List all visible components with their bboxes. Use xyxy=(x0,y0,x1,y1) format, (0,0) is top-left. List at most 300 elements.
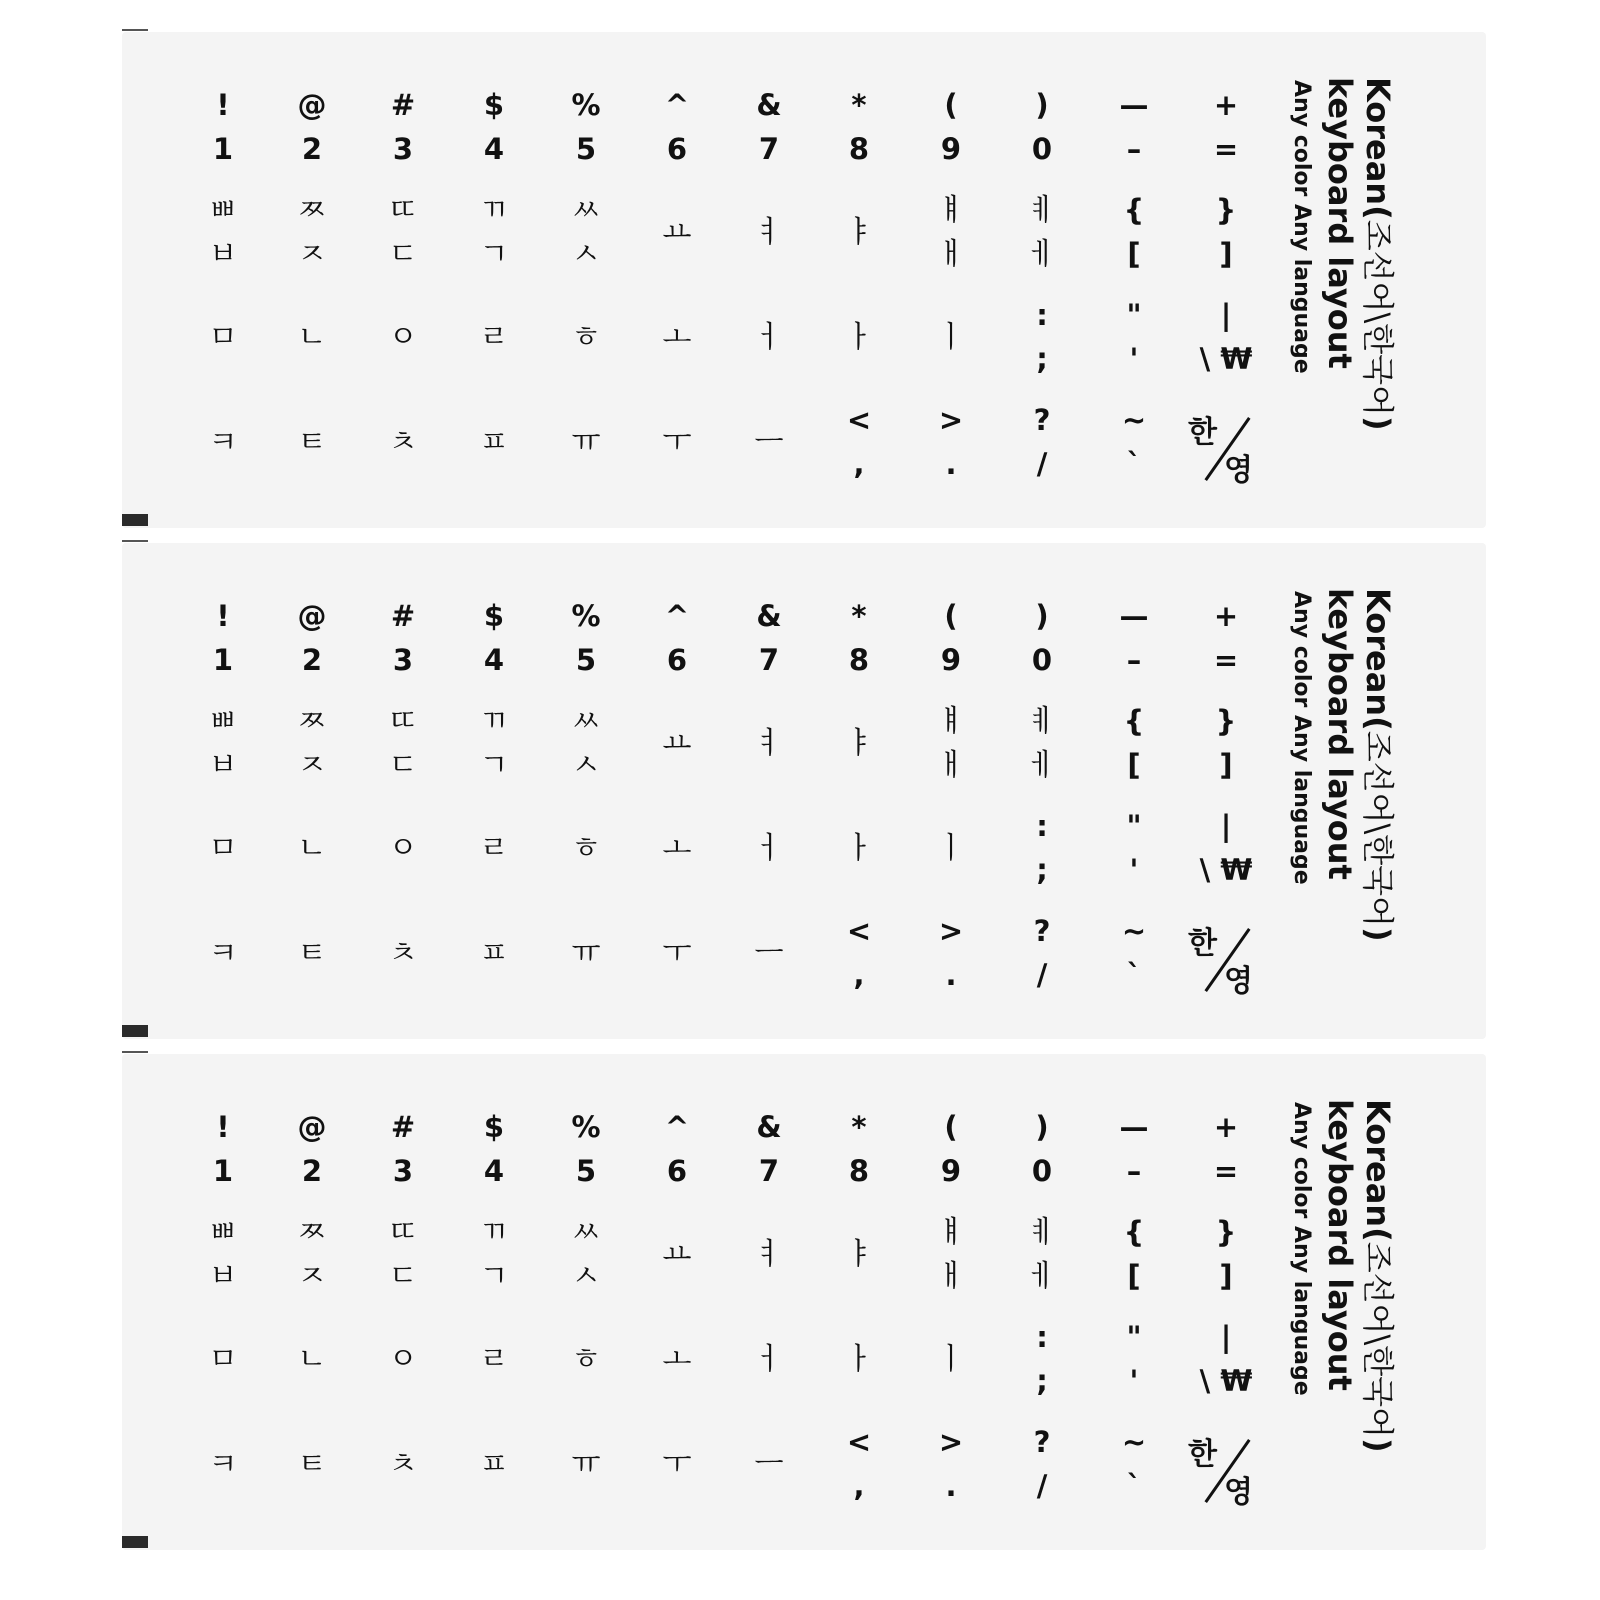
key-sticker-upper[interactable] xyxy=(642,703,712,793)
key-sticker-number[interactable] xyxy=(1007,87,1077,177)
layout-title xyxy=(1359,77,1397,431)
key-glyph-top: < xyxy=(846,914,872,948)
key-sticker-upper[interactable] xyxy=(916,192,986,282)
key-glyph-mid: ㅜ xyxy=(662,1447,692,1482)
key-sticker-home[interactable] xyxy=(734,808,804,898)
yeong-glyph: 영 xyxy=(1224,1475,1253,1510)
key-sticker-upper[interactable] xyxy=(824,192,894,282)
key-glyph-bot: = xyxy=(1213,1154,1239,1188)
key-glyph-bot: ; xyxy=(1036,342,1048,376)
key-glyph-top: ㅃ xyxy=(208,193,238,228)
key-sticker-lower[interactable] xyxy=(642,1424,712,1514)
layout-title xyxy=(1359,1099,1397,1453)
key-sticker-home[interactable] xyxy=(459,808,529,898)
key-glyph-bot: ㅈ xyxy=(297,1259,327,1294)
key-sticker-number[interactable] xyxy=(277,598,347,688)
key-sticker-lower[interactable] xyxy=(551,913,621,1003)
key-sticker-home[interactable] xyxy=(368,1319,438,1409)
key-sticker-upper[interactable] xyxy=(368,1214,438,1304)
key-glyph-top: * xyxy=(851,599,867,633)
layout-tagline: Any color Any language xyxy=(1289,80,1314,374)
key-glyph-bot: 5 xyxy=(575,1154,597,1188)
key-sticker-lower[interactable] xyxy=(1099,402,1169,492)
key-sticker-upper[interactable] xyxy=(551,1214,621,1304)
key-sticker-lower[interactable] xyxy=(551,1424,621,1514)
key-glyph-mid: ㄹ xyxy=(479,320,509,355)
key-glyph-mid: ㅍ xyxy=(479,936,509,971)
key-glyph-top: + xyxy=(1213,599,1239,633)
key-glyph-bot: ㄱ xyxy=(479,1259,509,1294)
key-glyph-bot: \ ₩ xyxy=(1199,853,1253,887)
key-glyph-mid: ㅎ xyxy=(571,1342,601,1377)
key-sticker-lower[interactable] xyxy=(916,913,986,1003)
key-sticker-number[interactable] xyxy=(188,1109,258,1199)
key-sticker-upper[interactable] xyxy=(188,703,258,793)
title-korean: 조선어\한국어 xyxy=(1359,730,1397,927)
key-glyph-top: ~ xyxy=(1121,1425,1147,1459)
key-glyph-top: > xyxy=(938,403,964,437)
key-glyph-top: ㄲ xyxy=(479,193,509,228)
key-sticker-lower[interactable] xyxy=(551,402,621,492)
key-glyph-bot: – xyxy=(1126,643,1142,677)
key-glyph-mid: ㅁ xyxy=(208,831,238,866)
key-sticker-lower[interactable] xyxy=(368,913,438,1003)
layout-subtitle: keyboard layout xyxy=(1321,588,1359,880)
key-sticker-number[interactable] xyxy=(551,87,621,177)
key-sticker-lower[interactable] xyxy=(734,913,804,1003)
key-glyph-mid: ㅁ xyxy=(208,1342,238,1377)
key-glyph-mid: ㅑ xyxy=(844,726,874,761)
key-glyph-top: ~ xyxy=(1121,403,1147,437)
key-glyph-top: — xyxy=(1119,1110,1149,1144)
key-glyph-top: | xyxy=(1220,809,1232,843)
key-sticker-home[interactable] xyxy=(824,297,894,387)
key-sticker-number[interactable] xyxy=(368,598,438,688)
key-glyph-bot: 2 xyxy=(301,1154,323,1188)
key-glyph-mid: ㅊ xyxy=(388,936,418,971)
key-sticker-upper[interactable] xyxy=(459,703,529,793)
key-sticker-home[interactable] xyxy=(551,1319,621,1409)
key-glyph-bot: 3 xyxy=(392,1154,414,1188)
key-sticker-upper[interactable] xyxy=(734,192,804,282)
key-sticker-number[interactable] xyxy=(824,598,894,688)
key-glyph-mid: ㅕ xyxy=(754,215,784,250)
key-glyph-bot: ` xyxy=(1126,447,1142,481)
han-glyph: 한 xyxy=(1188,926,1217,961)
key-sticker-number[interactable] xyxy=(734,598,804,688)
key-sticker-home[interactable] xyxy=(642,297,712,387)
key-sticker-home[interactable] xyxy=(1099,297,1169,387)
key-glyph-top: & xyxy=(756,1110,782,1144)
key-glyph-bot: ' xyxy=(1129,1364,1139,1398)
key-glyph-bot: . xyxy=(945,447,957,481)
key-glyph-bot: ㅅ xyxy=(571,1259,601,1294)
key-sticker-home[interactable] xyxy=(916,808,986,898)
key-sticker-upper[interactable] xyxy=(277,703,347,793)
key-glyph-top: ^ xyxy=(664,1110,690,1144)
key-sticker-number[interactable] xyxy=(1007,1109,1077,1199)
key-sticker-home[interactable] xyxy=(1007,808,1077,898)
key-sticker-upper[interactable] xyxy=(1191,1214,1261,1304)
key-sticker-lower[interactable] xyxy=(1007,402,1077,492)
key-sticker-lower[interactable] xyxy=(916,1424,986,1514)
key-glyph-mid: ㅠ xyxy=(571,425,601,460)
key-sticker-upper[interactable] xyxy=(459,1214,529,1304)
key-glyph-bot: . xyxy=(945,1469,957,1503)
key-sticker-upper[interactable] xyxy=(368,703,438,793)
key-sticker-home[interactable] xyxy=(551,808,621,898)
key-glyph-mid: ㅛ xyxy=(662,726,692,761)
key-glyph-bot: ' xyxy=(1129,342,1139,376)
key-glyph-top: } xyxy=(1215,1215,1237,1249)
key-glyph-top: ^ xyxy=(664,599,690,633)
key-glyph-mid: ㅋ xyxy=(208,936,238,971)
key-sticker-number[interactable] xyxy=(277,1109,347,1199)
key-glyph-mid: ㅣ xyxy=(936,320,966,355)
key-sticker-lower[interactable] xyxy=(824,402,894,492)
key-glyph-bot: / xyxy=(1036,958,1048,992)
key-sticker-upper[interactable] xyxy=(1099,192,1169,282)
key-glyph-top: % xyxy=(571,1110,601,1144)
key-glyph-bot: ㅂ xyxy=(208,1259,238,1294)
key-sticker-home[interactable] xyxy=(916,1319,986,1409)
key-sticker-lower[interactable] xyxy=(1007,1424,1077,1514)
key-glyph-bot: 9 xyxy=(940,1154,962,1188)
key-glyph-bot: 0 xyxy=(1031,132,1053,166)
key-sticker-upper[interactable] xyxy=(734,703,804,793)
key-glyph-bot: ㄱ xyxy=(479,237,509,272)
key-sticker-number[interactable] xyxy=(1191,87,1261,177)
key-glyph-mid: ㄴ xyxy=(297,831,327,866)
peel-tab xyxy=(122,1025,148,1037)
key-sticker-home[interactable] xyxy=(459,1319,529,1409)
key-glyph-mid: ㅡ xyxy=(754,425,784,460)
key-glyph-bot: 5 xyxy=(575,643,597,677)
key-sticker-home[interactable] xyxy=(916,297,986,387)
key-sticker-han-yeong[interactable] xyxy=(1186,407,1266,487)
key-glyph-top: | xyxy=(1220,298,1232,332)
layout-tagline: Any color Any language xyxy=(1289,591,1314,885)
key-sticker-number[interactable] xyxy=(188,87,258,177)
key-sticker-number[interactable] xyxy=(824,87,894,177)
key-sticker-number[interactable] xyxy=(459,1109,529,1199)
key-glyph-mid: ㅑ xyxy=(844,215,874,250)
key-glyph-mid: ㅛ xyxy=(662,215,692,250)
key-glyph-mid: ㅍ xyxy=(479,1447,509,1482)
key-sticker-home[interactable] xyxy=(734,1319,804,1409)
key-glyph-top: : xyxy=(1036,1320,1048,1354)
key-glyph-top: ㅖ xyxy=(1027,193,1057,228)
key-glyph-bot: ` xyxy=(1126,958,1142,992)
key-sticker-home[interactable] xyxy=(1099,808,1169,898)
key-glyph-top: ㄲ xyxy=(479,704,509,739)
key-sticker-lower[interactable] xyxy=(734,402,804,492)
key-sticker-upper[interactable] xyxy=(824,1214,894,1304)
key-glyph-bot: 7 xyxy=(758,1154,780,1188)
key-glyph-bot: 1 xyxy=(212,1154,234,1188)
key-glyph-top: ㅒ xyxy=(936,704,966,739)
key-glyph-bot: . xyxy=(945,958,957,992)
key-glyph-top: + xyxy=(1213,1110,1239,1144)
key-glyph-top: ) xyxy=(1035,88,1049,122)
key-sticker-number[interactable] xyxy=(734,87,804,177)
key-sticker-lower[interactable] xyxy=(1099,1424,1169,1514)
key-sticker-home[interactable] xyxy=(824,1319,894,1409)
key-glyph-top: + xyxy=(1213,88,1239,122)
key-sticker-home[interactable] xyxy=(1191,1319,1261,1409)
key-sticker-number[interactable] xyxy=(368,1109,438,1199)
key-glyph-mid: ㅡ xyxy=(754,936,784,971)
key-glyph-mid: ㅕ xyxy=(754,726,784,761)
key-sticker-home[interactable] xyxy=(277,1319,347,1409)
key-sticker-upper[interactable] xyxy=(1099,703,1169,793)
sticker-sheet xyxy=(122,1054,1486,1550)
key-glyph-top: ㄲ xyxy=(479,1215,509,1250)
key-glyph-mid: ㅌ xyxy=(297,425,327,460)
key-sticker-upper[interactable] xyxy=(551,192,621,282)
key-sticker-upper[interactable] xyxy=(1007,1214,1077,1304)
key-sticker-home[interactable] xyxy=(1191,808,1261,898)
key-glyph-bot: 9 xyxy=(940,643,962,677)
key-sticker-upper[interactable] xyxy=(1191,192,1261,282)
key-glyph-mid: ㅗ xyxy=(662,1342,692,1377)
key-sticker-number[interactable] xyxy=(277,87,347,177)
key-sticker-home[interactable] xyxy=(188,297,258,387)
key-sticker-upper[interactable] xyxy=(734,1214,804,1304)
key-glyph-top: ~ xyxy=(1121,914,1147,948)
key-sticker-home[interactable] xyxy=(1191,297,1261,387)
key-sticker-number[interactable] xyxy=(551,598,621,688)
key-glyph-bot: 8 xyxy=(848,643,870,677)
key-sticker-number[interactable] xyxy=(642,87,712,177)
key-glyph-bot: ㅔ xyxy=(1027,748,1057,783)
key-sticker-number[interactable] xyxy=(1191,598,1261,688)
layout-subtitle: keyboard layout xyxy=(1321,1099,1359,1391)
key-glyph-top: ! xyxy=(216,88,230,122)
key-glyph-top: " xyxy=(1126,1320,1142,1354)
key-glyph-mid: ㅜ xyxy=(662,936,692,971)
key-sticker-home[interactable] xyxy=(368,808,438,898)
key-glyph-top: @ xyxy=(297,88,327,122)
yeong-glyph: 영 xyxy=(1224,453,1253,488)
key-glyph-top: @ xyxy=(297,1110,327,1144)
key-glyph-top: ㅒ xyxy=(936,193,966,228)
key-glyph-bot: ] xyxy=(1219,1259,1233,1293)
key-sticker-upper[interactable] xyxy=(277,1214,347,1304)
key-sticker-number[interactable] xyxy=(916,598,986,688)
key-glyph-bot: ` xyxy=(1126,1469,1142,1503)
key-sticker-home[interactable] xyxy=(1007,297,1077,387)
key-glyph-mid: ㅌ xyxy=(297,936,327,971)
key-sticker-number[interactable] xyxy=(1099,1109,1169,1199)
key-glyph-top: ㄸ xyxy=(388,1215,418,1250)
key-glyph-top: { xyxy=(1123,704,1145,738)
key-glyph-bot: ㅈ xyxy=(297,748,327,783)
title-suffix: ) xyxy=(1359,415,1397,431)
key-sticker-lower[interactable] xyxy=(277,402,347,492)
key-glyph-top: ㅒ xyxy=(936,1215,966,1250)
key-sticker-home[interactable] xyxy=(188,808,258,898)
key-glyph-bot: ㅂ xyxy=(208,237,238,272)
key-sticker-home[interactable] xyxy=(824,808,894,898)
key-sticker-lower[interactable] xyxy=(188,913,258,1003)
key-sticker-upper[interactable] xyxy=(368,192,438,282)
key-glyph-bot: ㅅ xyxy=(571,237,601,272)
key-sticker-number[interactable] xyxy=(734,1109,804,1199)
key-glyph-top: > xyxy=(938,1425,964,1459)
key-glyph-bot: ] xyxy=(1219,237,1233,271)
key-glyph-top: ㅆ xyxy=(571,1215,601,1250)
key-glyph-top: ㅃ xyxy=(208,704,238,739)
key-sticker-lower[interactable] xyxy=(459,1424,529,1514)
key-glyph-top: $ xyxy=(483,88,505,122)
key-sticker-upper[interactable] xyxy=(188,1214,258,1304)
key-sticker-lower[interactable] xyxy=(916,402,986,492)
key-glyph-mid: ㅌ xyxy=(297,1447,327,1482)
key-sticker-home[interactable] xyxy=(642,808,712,898)
key-glyph-bot: , xyxy=(853,1469,865,1503)
key-sticker-number[interactable] xyxy=(916,1109,986,1199)
key-glyph-bot: 8 xyxy=(848,1154,870,1188)
key-sticker-upper[interactable] xyxy=(1099,1214,1169,1304)
key-glyph-top: < xyxy=(846,403,872,437)
key-sticker-upper[interactable] xyxy=(551,703,621,793)
sheet-edge-mark xyxy=(122,29,148,31)
key-sticker-number[interactable] xyxy=(824,1109,894,1199)
key-glyph-mid: ㅠ xyxy=(571,936,601,971)
key-glyph-bot: , xyxy=(853,958,865,992)
key-sticker-lower[interactable] xyxy=(642,402,712,492)
key-sticker-upper[interactable] xyxy=(824,703,894,793)
key-glyph-bot: 6 xyxy=(666,643,688,677)
key-glyph-mid: ㅡ xyxy=(754,1447,784,1482)
key-glyph-top: ㅃ xyxy=(208,1215,238,1250)
key-sticker-upper[interactable] xyxy=(188,192,258,282)
key-sticker-upper[interactable] xyxy=(1191,703,1261,793)
key-sticker-lower[interactable] xyxy=(188,402,258,492)
key-glyph-top: % xyxy=(571,599,601,633)
key-glyph-bot: ' xyxy=(1129,853,1139,887)
peel-tab xyxy=(122,514,148,526)
key-glyph-bot: 8 xyxy=(848,132,870,166)
key-sticker-upper[interactable] xyxy=(1007,703,1077,793)
key-sticker-lower[interactable] xyxy=(824,913,894,1003)
key-glyph-mid: ㅇ xyxy=(388,320,418,355)
key-sticker-lower[interactable] xyxy=(459,402,529,492)
key-glyph-top: % xyxy=(571,88,601,122)
key-glyph-top: ) xyxy=(1035,599,1049,633)
key-sticker-upper[interactable] xyxy=(1007,192,1077,282)
key-sticker-home[interactable] xyxy=(734,297,804,387)
key-sticker-upper[interactable] xyxy=(642,1214,712,1304)
key-glyph-bot: ㄷ xyxy=(388,237,418,272)
key-sticker-han-yeong[interactable] xyxy=(1186,918,1266,998)
key-glyph-bot: 7 xyxy=(758,132,780,166)
key-glyph-mid: ㅣ xyxy=(936,831,966,866)
key-glyph-bot: 2 xyxy=(301,643,323,677)
key-sticker-upper[interactable] xyxy=(459,192,529,282)
key-sticker-lower[interactable] xyxy=(734,1424,804,1514)
key-sticker-lower[interactable] xyxy=(1007,913,1077,1003)
key-sticker-home[interactable] xyxy=(642,1319,712,1409)
key-sticker-home[interactable] xyxy=(1099,1319,1169,1409)
key-sticker-number[interactable] xyxy=(1007,598,1077,688)
key-glyph-bot: 4 xyxy=(483,1154,505,1188)
key-sticker-lower[interactable] xyxy=(368,402,438,492)
key-sticker-upper[interactable] xyxy=(916,1214,986,1304)
key-sticker-lower[interactable] xyxy=(1099,913,1169,1003)
key-glyph-mid: ㄹ xyxy=(479,1342,509,1377)
key-glyph-top: $ xyxy=(483,1110,505,1144)
key-glyph-bot: ㄷ xyxy=(388,1259,418,1294)
key-glyph-mid: ㅠ xyxy=(571,1447,601,1482)
key-sticker-home[interactable] xyxy=(1007,1319,1077,1409)
key-sticker-number[interactable] xyxy=(459,87,529,177)
key-sticker-upper[interactable] xyxy=(642,192,712,282)
key-glyph-top: ( xyxy=(944,88,958,122)
key-sticker-number[interactable] xyxy=(459,598,529,688)
key-sticker-number[interactable] xyxy=(551,1109,621,1199)
key-sticker-number[interactable] xyxy=(642,598,712,688)
key-glyph-bot: = xyxy=(1213,132,1239,166)
key-sticker-han-yeong[interactable] xyxy=(1186,1429,1266,1509)
key-glyph-bot: , xyxy=(853,447,865,481)
key-sticker-number[interactable] xyxy=(1191,1109,1261,1199)
key-sticker-home[interactable] xyxy=(459,297,529,387)
title-suffix: ) xyxy=(1359,1437,1397,1453)
key-sticker-lower[interactable] xyxy=(277,1424,347,1514)
key-glyph-top: : xyxy=(1036,298,1048,332)
key-glyph-bot: [ xyxy=(1127,1259,1141,1293)
key-sticker-lower[interactable] xyxy=(824,1424,894,1514)
key-sticker-number[interactable] xyxy=(1099,598,1169,688)
key-sticker-number[interactable] xyxy=(916,87,986,177)
key-glyph-top: > xyxy=(938,914,964,948)
key-glyph-mid: ㅏ xyxy=(844,1342,874,1377)
key-glyph-top: # xyxy=(390,1110,416,1144)
key-sticker-home[interactable] xyxy=(368,297,438,387)
key-glyph-top: } xyxy=(1215,193,1237,227)
key-glyph-top: * xyxy=(851,88,867,122)
key-sticker-lower[interactable] xyxy=(459,913,529,1003)
key-glyph-bot: 1 xyxy=(212,132,234,166)
key-glyph-top: ! xyxy=(216,599,230,633)
key-glyph-top: # xyxy=(390,599,416,633)
key-glyph-mid: ㅓ xyxy=(754,320,784,355)
key-sticker-lower[interactable] xyxy=(188,1424,258,1514)
key-glyph-mid: ㅗ xyxy=(662,320,692,355)
key-sticker-number[interactable] xyxy=(1099,87,1169,177)
key-glyph-bot: ] xyxy=(1219,748,1233,782)
key-sticker-upper[interactable] xyxy=(277,192,347,282)
key-sticker-lower[interactable] xyxy=(277,913,347,1003)
key-sticker-number[interactable] xyxy=(188,598,258,688)
key-sticker-lower[interactable] xyxy=(642,913,712,1003)
key-glyph-mid: ㅓ xyxy=(754,1342,784,1377)
key-glyph-top: ㅆ xyxy=(571,193,601,228)
key-sticker-number[interactable] xyxy=(642,1109,712,1199)
key-sticker-lower[interactable] xyxy=(368,1424,438,1514)
key-glyph-mid: ㅍ xyxy=(479,425,509,460)
key-sticker-home[interactable] xyxy=(188,1319,258,1409)
key-sticker-home[interactable] xyxy=(277,297,347,387)
key-glyph-bot: = xyxy=(1213,643,1239,677)
key-sticker-number[interactable] xyxy=(368,87,438,177)
key-sticker-home[interactable] xyxy=(277,808,347,898)
key-sticker-home[interactable] xyxy=(551,297,621,387)
key-sticker-upper[interactable] xyxy=(916,703,986,793)
key-glyph-top: ㅆ xyxy=(571,704,601,739)
